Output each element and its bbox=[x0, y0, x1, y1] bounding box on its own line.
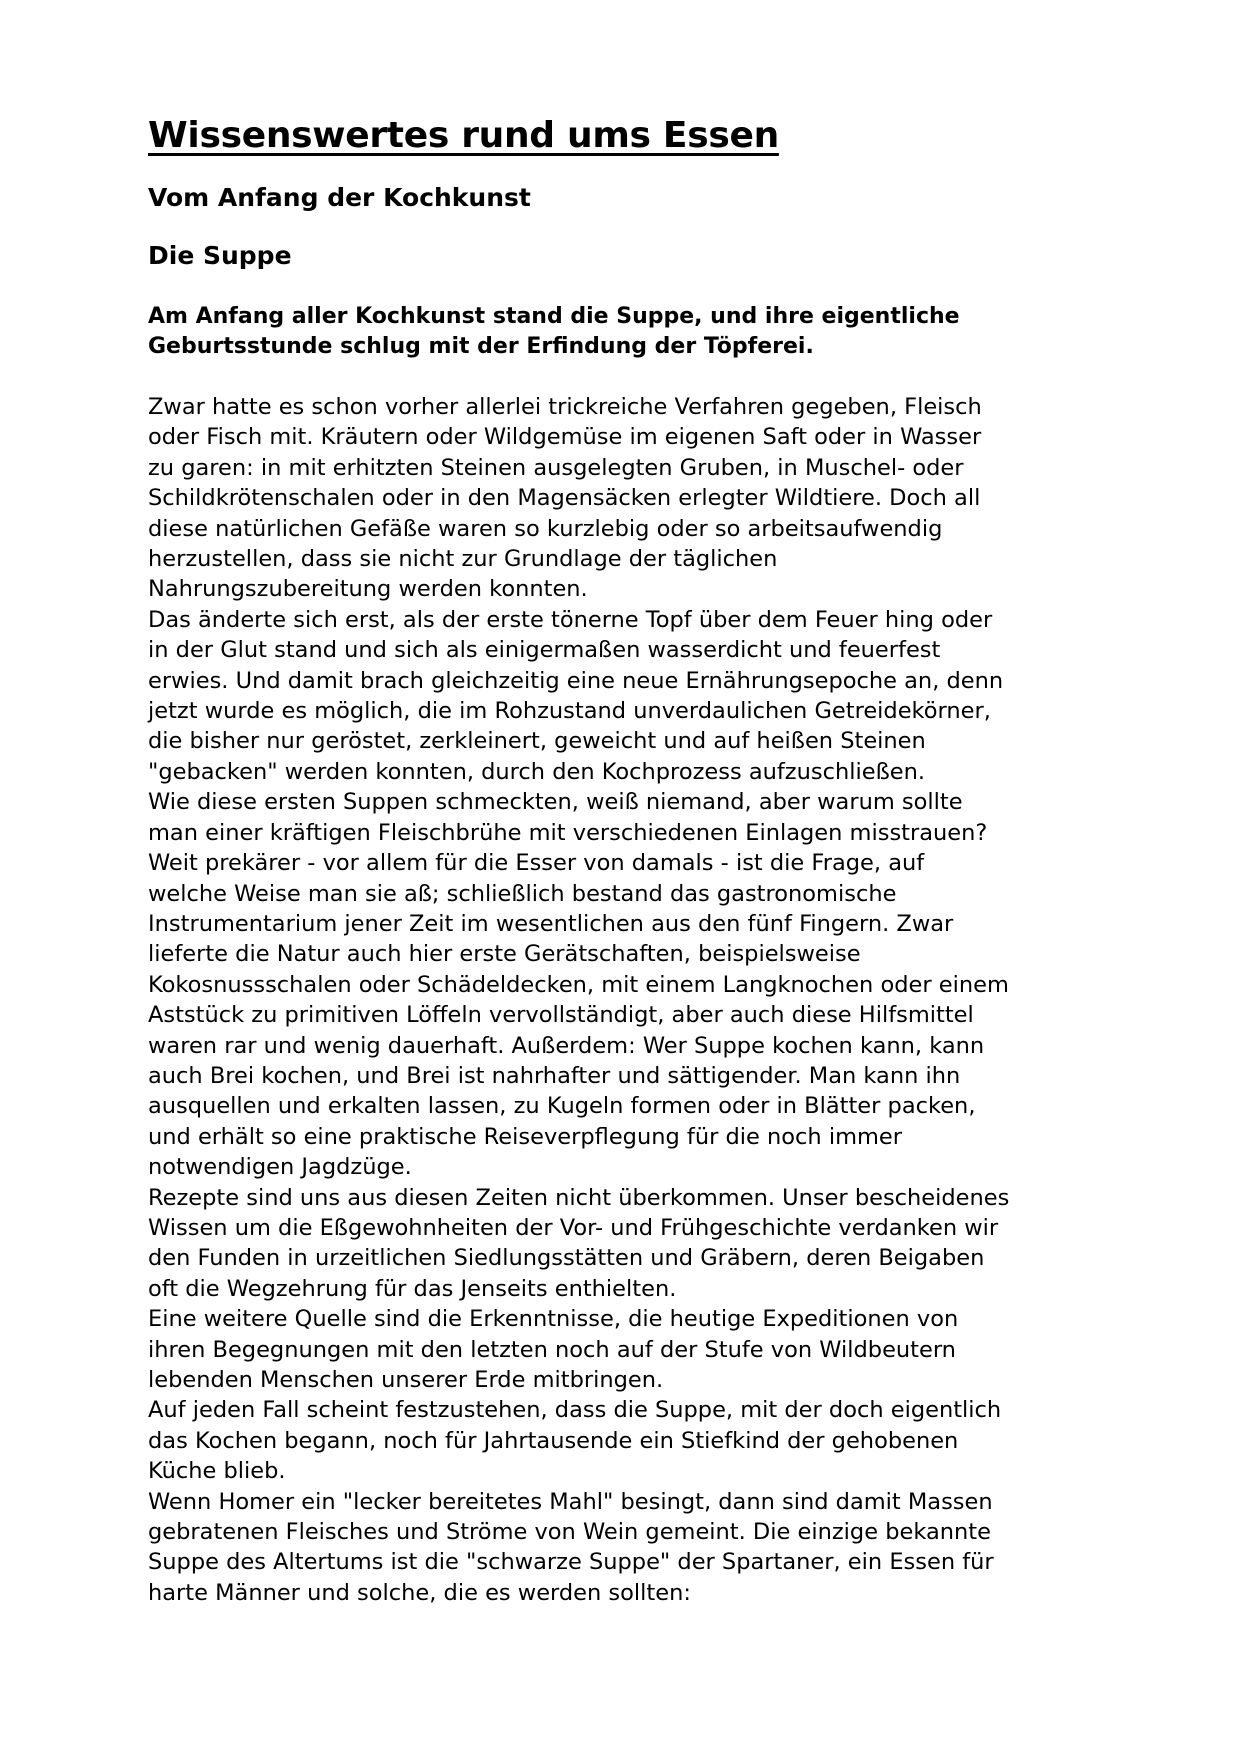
text-line: Instrumentarium jener Zeit im wesentlichen aus den fünf Fingern. Zwar bbox=[148, 910, 954, 937]
text-line: diese natürlichen Gefäße waren so kurzlebig oder so arbeitsaufwendig bbox=[148, 515, 943, 542]
text-line: waren rar und wenig dauerhaft. Außerdem: Wer Suppe kochen kann, kann bbox=[148, 1032, 985, 1059]
text-line: oder Fisch mit. Kräutern oder Wildgemüse im eigenen Saft oder in Wasser bbox=[148, 424, 982, 451]
text-line: Das änderte sich erst, als der erste tönerne Topf über dem Feuer hing oder bbox=[148, 606, 993, 633]
text-line: lebenden Menschen unserer Erde mitbringen. bbox=[148, 1367, 664, 1393]
document-title: Wissenswertes rund ums Essen bbox=[148, 115, 779, 156]
text-line: in der Glut stand und sich als einigermaßen wasserdicht und feuerfest bbox=[148, 637, 941, 664]
text-line: die bisher nur geröstet, zerkleinert, geweicht und auf heißen Steinen bbox=[148, 728, 926, 755]
text-line: herzustellen, dass sie nicht zur Grundlage der täglichen bbox=[148, 546, 778, 573]
text-line: gebratenen Fleisches und Ströme von Wein gemeint. Die einzige bekannte bbox=[148, 1519, 991, 1546]
text-line: Wie diese ersten Suppen schmeckten, weiß niemand, aber warum sollte bbox=[148, 789, 963, 816]
text-line: den Funden in urzeitlichen Siedlungsstätten und Gräbern, deren Beigaben bbox=[148, 1245, 985, 1272]
text-line: Weit prekärer - vor allem für die Esser von damals - ist die Frage, auf bbox=[148, 850, 925, 877]
text-line: Aststück zu primitiven Löffeln vervollständigt, aber auch diese Hilfsmittel bbox=[148, 1002, 974, 1029]
text-line: auch Brei kochen, und Brei ist nahrhafter und sättigender. Man kann ihn bbox=[148, 1062, 961, 1089]
text-line: oft die Wegzehrung für das Jenseits enthielten. bbox=[148, 1275, 677, 1302]
text-line: jetzt wurde es möglich, die im Rohzustand unverdaulichen Getreidekörner, bbox=[148, 698, 991, 725]
text-line: Geburtsstunde schlug mit der Erfindung der Töpferei. bbox=[148, 334, 814, 359]
text-line: lieferte die Natur auch hier erste Gerätschaften, beispielsweise bbox=[148, 941, 861, 968]
text-line: welche Weise man sie aß; schließlich bestand das gastronomische bbox=[148, 880, 897, 907]
text-line: "gebacken" werden konnten, durch den Kochprozess aufzuschließen. bbox=[148, 758, 925, 785]
text-line: man einer kräftigen Fleischbrühe mit verschiedenen Einlagen misstrauen? bbox=[148, 819, 988, 846]
lead-paragraph bbox=[148, 302, 1128, 362]
text-line: Kokosnussschalen oder Schädeldecken, mit einem Langknochen oder einem bbox=[148, 971, 1009, 998]
section-heading: Die Suppe bbox=[148, 241, 292, 270]
text-line: Auf jeden Fall scheint festzustehen, dass die Suppe, mit der doch eigentlich bbox=[148, 1397, 1002, 1424]
document-page bbox=[148, 112, 1128, 1608]
text-line: Nahrungszubereitung werden konnten. bbox=[148, 576, 588, 603]
text-line: Rezepte sind uns aus diesen Zeiten nicht überkommen. Unser bescheidenes bbox=[148, 1184, 1010, 1211]
text-line: und erhält so eine praktische Reiseverpflegung für die noch immer bbox=[148, 1123, 903, 1150]
text-line: Zwar hatte es schon vorher allerlei trickreiche Verfahren gegeben, Fleisch bbox=[148, 394, 982, 420]
text-line: harte Männer und solche, die es werden sollten: bbox=[148, 1579, 691, 1606]
document-subtitle: Vom Anfang der Kochkunst bbox=[148, 183, 531, 212]
body-text bbox=[148, 392, 1128, 1608]
text-line: Wissen um die Eßgewohnheiten der Vor- und Frühgeschichte verdanken wir bbox=[148, 1214, 999, 1241]
text-line: notwendigen Jagdzüge. bbox=[148, 1154, 412, 1181]
text-line: Wenn Homer ein "lecker bereitetes Mahl" besingt, dann sind damit Massen bbox=[148, 1488, 993, 1515]
text-line: das Kochen begann, noch für Jahrtausende ein Stiefkind der gehobenen bbox=[148, 1427, 959, 1454]
text-line: zu garen: in mit erhitzten Steinen ausgelegten Gruben, in Muschel- oder bbox=[148, 454, 964, 481]
text-line: Eine weitere Quelle sind die Erkenntnisse, die heutige Expeditionen von bbox=[148, 1306, 959, 1333]
text-line: Suppe des Altertums ist die "schwarze Suppe" der Spartaner, ein Essen für bbox=[148, 1549, 994, 1576]
text-line: Küche blieb. bbox=[148, 1458, 286, 1485]
text-line: erwies. Und damit brach gleichzeitig eine neue Ernährungsepoche an, denn bbox=[148, 667, 1004, 694]
text-line: Schildkrötenschalen oder in den Magensäcken erlegter Wildtiere. Doch all bbox=[148, 485, 981, 512]
text-line: Am Anfang aller Kochkunst stand die Suppe, und ihre eigentliche bbox=[148, 304, 960, 329]
text-line: ihren Begegnungen mit den letzten noch auf der Stufe von Wildbeutern bbox=[148, 1336, 956, 1363]
text-line: ausquellen und erkalten lassen, zu Kugeln formen oder in Blätter packen, bbox=[148, 1093, 976, 1120]
